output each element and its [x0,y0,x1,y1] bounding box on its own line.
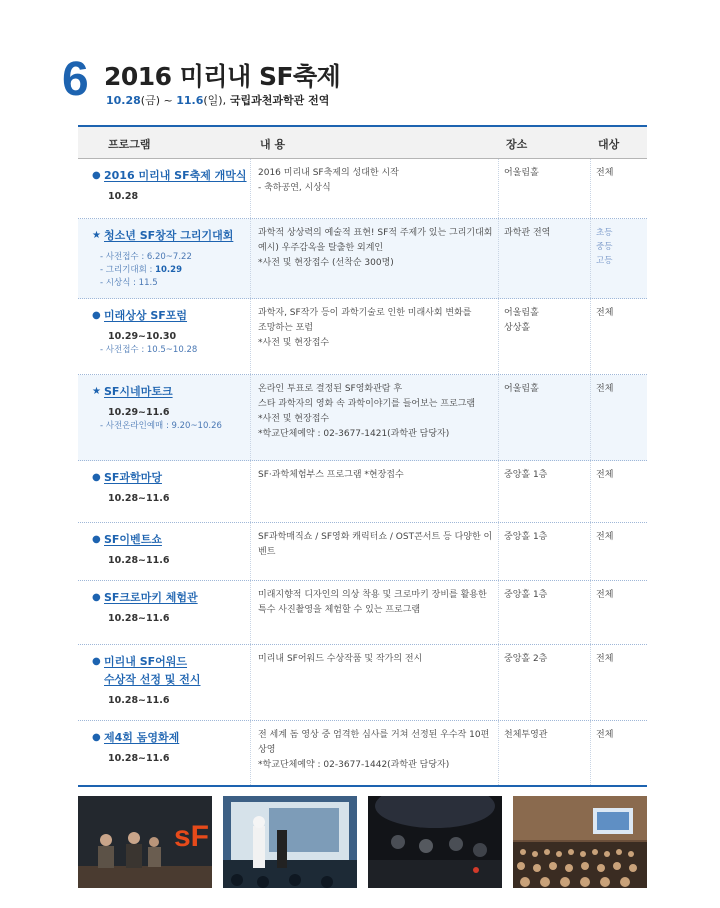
program-name: ● 미래상상 SF포럼 [92,307,252,325]
content-line: 조망하는 포럼 [258,323,314,333]
table-body [78,159,647,787]
place-text: 어울림홀 [504,308,539,318]
header-place: 장소 [506,138,528,151]
target-cell [596,468,646,483]
place-cell [504,652,592,667]
content-line: SF과학매직쇼 / SF영화 캐릭터쇼 / OST콘서트 등 다양한 이벤트 [258,532,493,557]
target-text: 초등 [596,228,613,238]
program-cell [92,227,252,290]
bullet-icon: ● [92,732,101,743]
header-target: 대상 [598,138,620,151]
date-end: 11.6 [176,94,204,107]
content-line: 스타 과학자의 영화 속 과학이야기를 들어보는 프로그램 [258,399,476,409]
program-name: ● 2016 미리내 SF축제 개막식 [92,167,252,185]
target-text: 전체 [596,168,614,178]
target-cell [596,382,646,397]
table-row [78,299,647,375]
target-text: 중등 [596,242,613,252]
target-cell [596,306,646,321]
table-row [78,721,647,787]
table-row [78,375,647,461]
program-cell [92,653,252,708]
place-cell [504,306,592,336]
program-cell [92,531,252,568]
day-end: (일), [203,94,227,107]
content-line: *학교단체예약 : 02-3677-1421(과학관 담당자) [258,429,450,439]
place-cell [504,728,592,743]
place-cell [504,588,592,603]
content-line: *사전 및 현장접수 [258,414,330,424]
photo-dome-theater [368,796,502,888]
star-icon: ★ [92,386,101,397]
program-schedule-line: - 사전접수 : 6.20~7.22 [100,252,192,262]
program-schedule-line: - 사전온라인예매 : 9.20~10.26 [100,421,222,431]
bullet-icon: ● [92,170,101,181]
day-start: (금) [140,94,161,107]
program-cell [92,469,252,506]
program-date: 10.28~11.6 [108,613,170,624]
target-text: 전체 [596,308,614,318]
bullet-icon: ● [92,534,101,545]
program-cell [92,383,252,433]
target-cell [596,530,646,545]
place-text: 중앙홀 1층 [504,532,548,542]
content-cell [258,226,498,271]
star-icon: ★ [92,230,101,241]
content-cell [258,728,498,773]
table-row [78,581,647,645]
content-line: 전 세계 돔 영상 중 엄격한 심사를 거쳐 선정된 우수작 10편 상영 [258,730,490,755]
target-text: 전체 [596,384,614,394]
place-text: 중앙홀 2층 [504,654,548,664]
program-name: ● SF과학마당 [92,469,252,487]
bullet-icon: ● [92,592,101,603]
program-date: 10.28~11.6 [108,695,170,706]
event-period [106,94,329,108]
photo-character-show [223,796,357,888]
program-name: ● 제4회 돔영화제 [92,729,252,747]
table-row [78,523,647,581]
venue: 국립과천과학관 전역 [226,94,330,107]
program-date: 10.29~11.6 [108,407,170,418]
place-text: 과학관 전역 [504,228,551,238]
target-cell [596,652,646,667]
target-text: 고등 [596,256,613,266]
table-row [78,219,647,299]
table-row [78,645,647,721]
content-cell [258,306,498,351]
target-text: 전체 [596,654,614,664]
target-text: 전체 [596,590,614,600]
header-program: 프로그램 [108,138,151,151]
place-text: 어울림홀 [504,168,539,178]
content-cell [258,166,498,196]
photo-strip [78,796,647,888]
program-schedule-line: - 그리기대회 : 10.29 [100,265,182,275]
program-name: ★ SF시네마토크 [92,383,252,401]
date-start: 10.28 [106,94,141,107]
photo-auditorium [513,796,647,888]
program-name-line2: 수상작 선정 및 전시 [104,673,201,686]
content-line: SF·과학체험부스 프로그램 *현장접수 [258,470,404,480]
program-name: ★ 청소년 SF창작 그리기대회 [92,227,252,245]
section-number: 6 [62,53,89,106]
content-cell [258,588,498,618]
program-cell [92,167,252,204]
table-row [78,159,647,219]
page-title: 2016 미리내 SF축제 [104,62,341,91]
program-schedule-line: - 사전접수 : 10.5~10.28 [100,345,198,355]
target-cell [596,166,646,181]
content-line: 예시) 우주감옥을 탈출한 외계인 [258,243,384,253]
program-date: 10.28~11.6 [108,493,170,504]
target-cell [596,728,646,743]
content-line: *사전 및 현장접수 (선착순 300명) [258,258,394,268]
content-line: 특수 사진촬영을 체험할 수 있는 프로그램 [258,605,421,615]
content-line: 과학자, SF작가 등이 과학기술로 인한 미래사회 변화를 [258,308,472,318]
header-content: 내 용 [260,138,286,151]
content-cell [258,382,498,442]
content-cell [258,468,498,483]
program-name: ● SF크로마키 체험관 [92,589,252,607]
content-line: 온라인 투표로 결정된 SF영화관람 후 [258,384,403,394]
program-date: 10.28 [108,191,139,202]
section-header [62,53,662,110]
place-text: 어울림홀 [504,384,539,394]
program-date: 10.28~11.6 [108,555,170,566]
date-separator: ~ [160,94,177,107]
content-line: 과학적 상상력의 예술적 표현! SF적 주제가 있는 그리기대회 [258,228,493,238]
place-cell [504,226,592,241]
program-name: ● 미리내 SF어워드 [92,653,252,671]
program-cell [92,307,252,357]
content-line: 2016 미리내 SF축제의 성대한 시작 [258,168,399,178]
program-date: 10.29~10.30 [108,331,177,342]
content-line: 미리내 SF어워드 수상작품 및 작가의 전시 [258,654,423,664]
content-cell [258,530,498,560]
bullet-icon: ● [92,472,101,483]
place-cell [504,468,592,483]
place-text: 천체투영관 [504,730,548,740]
place-text: 상상홀 [504,323,531,333]
content-line: 미래지향적 디자인의 의상 착용 및 크로마키 장비를 활용한 [258,590,487,600]
bullet-icon: ● [92,656,101,667]
program-name: ● SF이벤트쇼 [92,531,252,549]
place-cell [504,166,592,181]
place-cell [504,530,592,545]
target-text: 전체 [596,730,614,740]
target-text: 전체 [596,532,614,542]
program-cell [92,729,252,766]
content-line: - 축하공연, 시상식 [258,183,331,193]
program-date: 10.28~11.6 [108,753,170,764]
place-cell [504,382,592,397]
place-text: 중앙홀 1층 [504,470,548,480]
svg-text:sF: sF [174,820,210,853]
photo-stage-talk [78,796,212,888]
content-line: *사전 및 현장접수 [258,338,330,348]
program-schedule-line: - 시상식 : 11.5 [100,278,158,288]
content-line: *학교단체예약 : 02-3677-1442(과학관 담당자) [258,760,450,770]
target-text: 전체 [596,470,614,480]
program-cell [92,589,252,626]
bullet-icon: ● [92,310,101,321]
table-header [78,127,647,159]
target-cell [596,588,646,603]
program-table [78,125,647,787]
place-text: 중앙홀 1층 [504,590,548,600]
table-row [78,461,647,523]
content-cell [258,652,498,667]
target-cell [596,226,646,268]
